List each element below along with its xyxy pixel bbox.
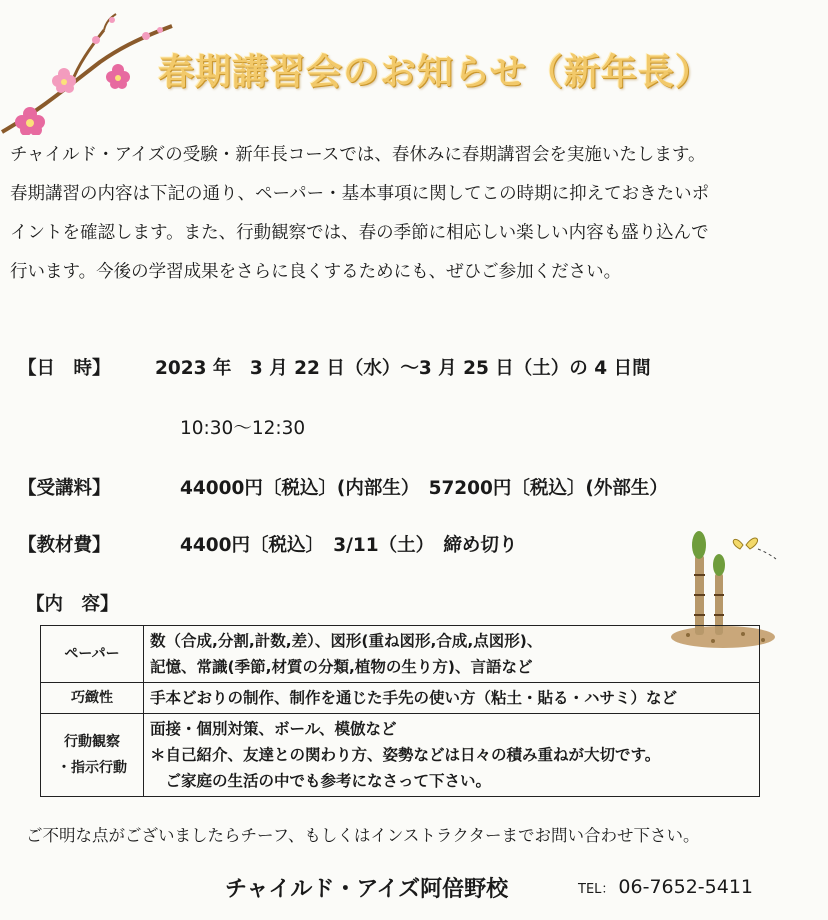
content-label: 【内 容】 (26, 594, 119, 615)
table-row (41, 714, 760, 797)
table-row (41, 683, 760, 714)
detail-line: ご家庭の生活の中でも参考になさって下さい。 (150, 772, 492, 790)
detail-line: 面接・個別対策、ボール、模倣など (150, 720, 397, 738)
schedule-label: 【日 時】 (18, 358, 111, 379)
content-table (40, 625, 760, 797)
schedule-time: 10:30～12:30 (180, 418, 306, 439)
intro-line: 春期講習の内容は下記の通り、ペーパー・基本事項に関してこの時期に抑えておきたいポ (10, 184, 710, 204)
category-cell: 行動観察 ・指示行動 (41, 714, 144, 797)
fee-label: 【受講料】 (18, 478, 111, 499)
detail-line: 手本どおりの制作、制作を通じた手先の使い方（粘土・貼る・ハサミ）など (150, 689, 678, 707)
intro-paragraph (10, 136, 822, 292)
category-cell: 巧緻性 (41, 683, 144, 714)
plum-blossom-illustration (0, 10, 175, 135)
page-title: 春期講習会のお知らせ（新年長） (158, 52, 712, 93)
schedule-date: 2023 年 3 月 22 日（水）～3 月 25 日（土）の 4 日間 (155, 358, 651, 379)
detail-line: 数（合成,分割,計数,差）、図形(重ね図形,合成,点図形)、 (150, 632, 543, 650)
materials-label: 【教材費】 (18, 535, 111, 556)
phone-number (578, 876, 753, 898)
detail-cell (144, 626, 760, 683)
inquiry-notice: ご不明な点がございましたらチーフ、もしくはインストラクターまでお問い合わせ下さい。 (26, 826, 700, 845)
detail-cell (144, 714, 760, 797)
fee-value: 44000円〔税込〕(内部生） 57200円〔税込〕(外部生） (180, 478, 668, 499)
table-row (41, 626, 760, 683)
intro-line: 行います。今後の学習成果をさらに良くするためにも、ぜひご参加ください。 (10, 262, 622, 282)
detail-cell (144, 683, 760, 714)
intro-line: チャイルド・アイズの受験・新年長コースでは、春休みに春期講習会を実施いたします。 (10, 145, 706, 165)
detail-line: 記憶、常識(季節,材質の分類,植物の生り方)、言語など (150, 658, 533, 676)
tel-value: 06-7652-5411 (618, 876, 754, 898)
category-cell: ペーパー (41, 626, 144, 683)
tel-label: TEL： (578, 882, 615, 897)
intro-line: イントを確認します。また、行動観察では、春の季節に相応しい楽しい内容も盛り込んで (10, 223, 709, 243)
materials-value: 4400円〔税込〕 3/11（土） 締め切り (180, 535, 518, 556)
school-name: チャイルド・アイズ阿倍野校 (225, 877, 509, 902)
detail-line: ＊自己紹介、友達との関わり方、姿勢などは日々の積み重ねが大切です。 (150, 746, 661, 764)
